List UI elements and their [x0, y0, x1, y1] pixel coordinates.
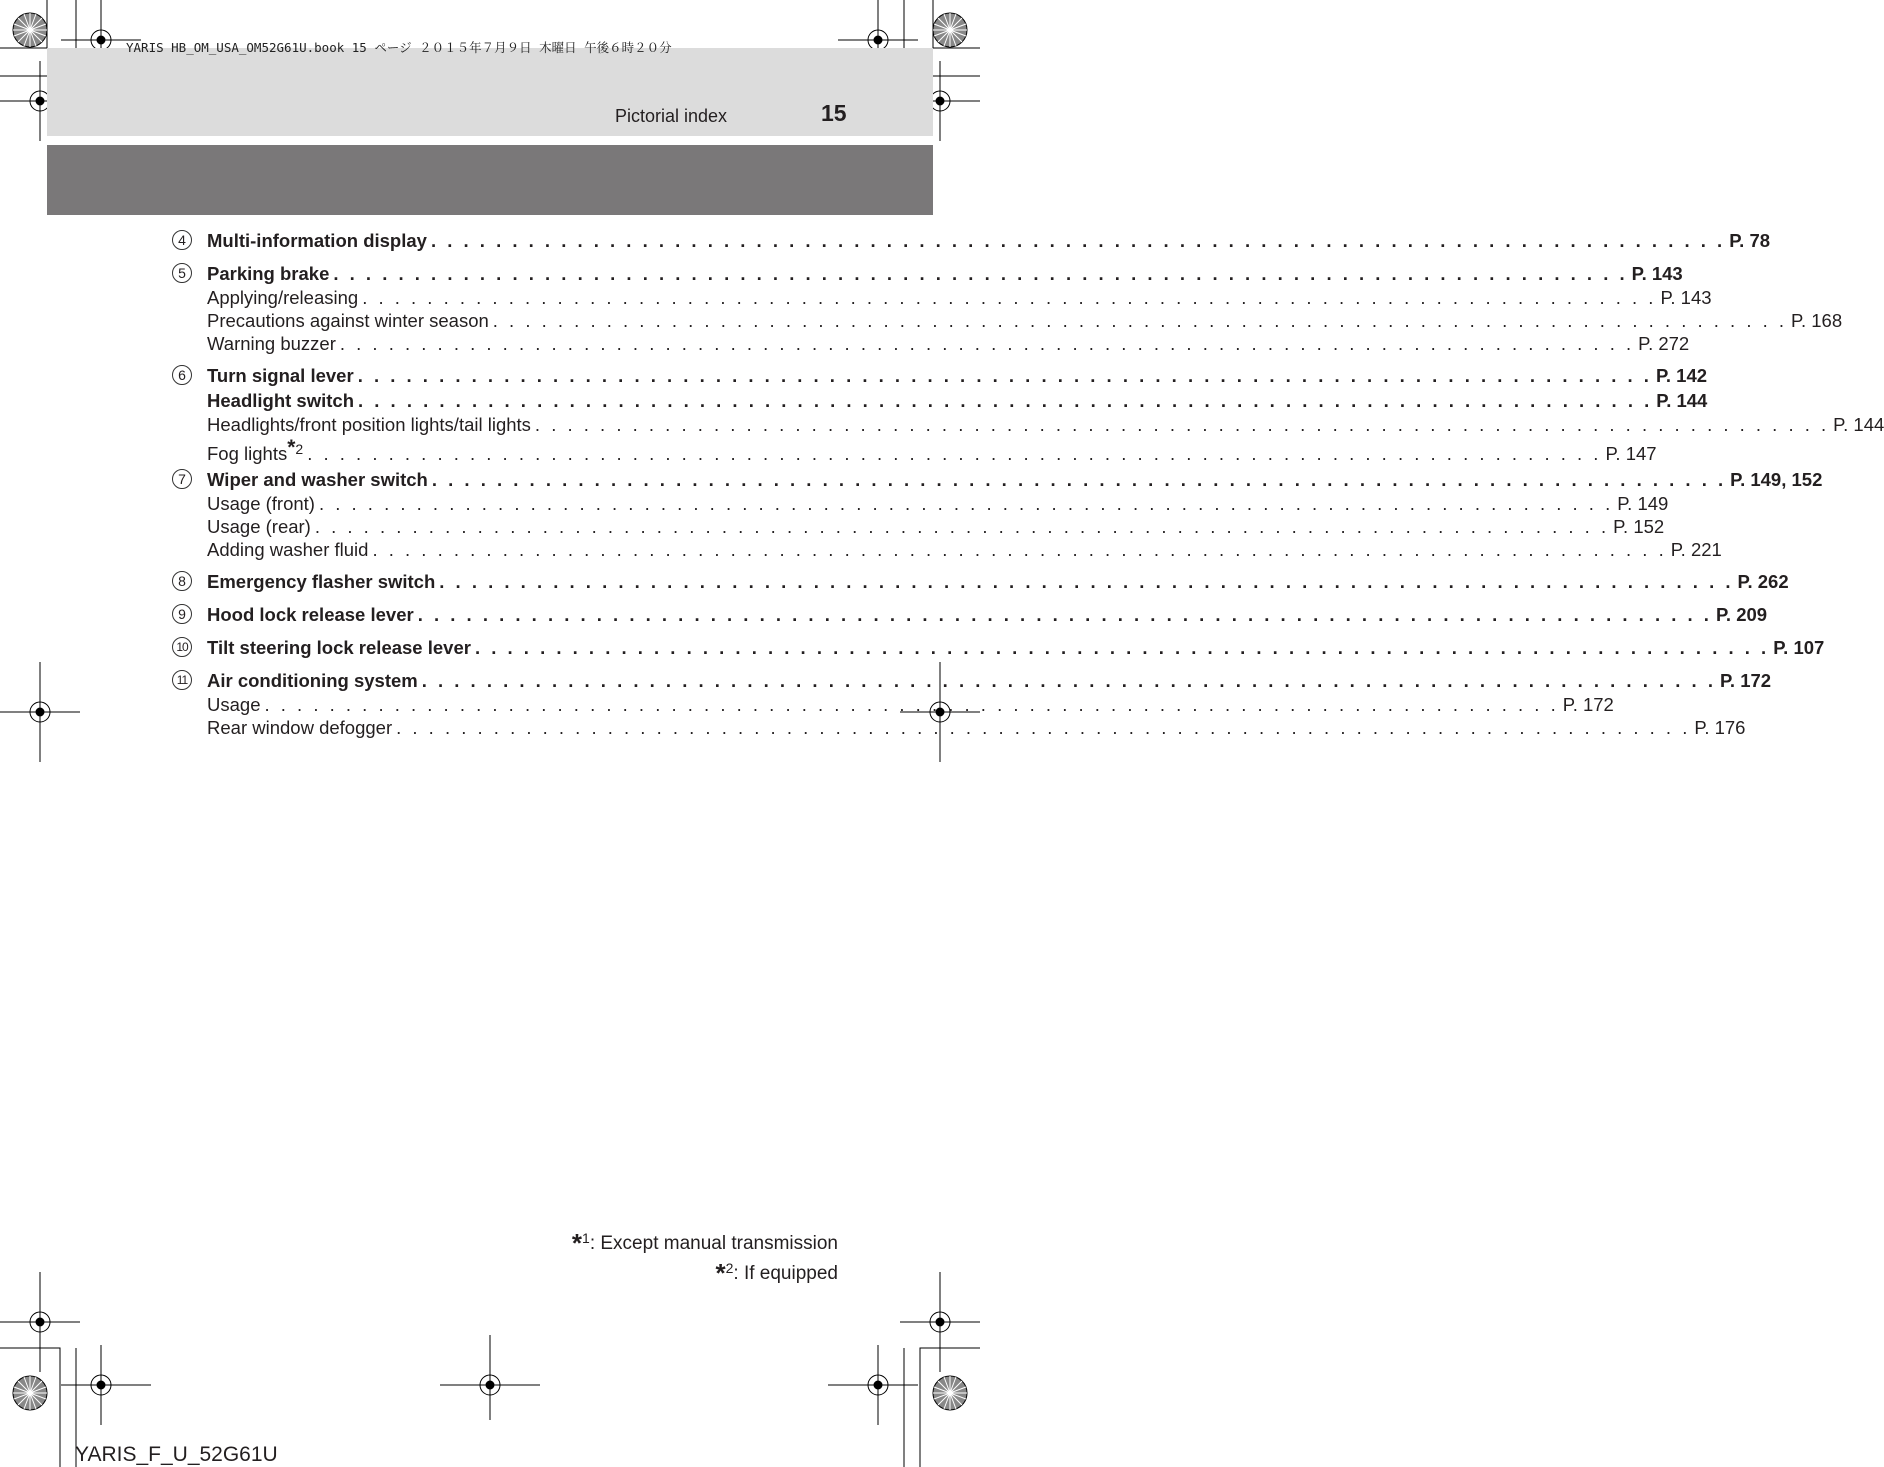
leader-dots: . . . . . . . . . . . . . . . . . . . . . . . . . . . . . . . . . . . . . . . . . . . . . . . . . . . . . . . . . . . . . . . . . . . . . . . . . . . . . . . . — [358, 390, 1653, 411]
entry-label: Tilt steering lock release lever — [207, 637, 471, 658]
page-reference: P. 272 — [1638, 333, 1690, 354]
entry-label: Adding washer fluid — [207, 539, 369, 560]
index-subentry — [207, 436, 1657, 464]
leader-dots: . . . . . . . . . . . . . . . . . . . . . . . . . . . . . . . . . . . . . . . . . . . . . . . . . . . . . . . . . . . . . . . . . . . . . . . . . . . . . . . . — [430, 230, 1726, 251]
page-reference: P. 78 — [1729, 230, 1771, 251]
entry-label: Usage (front) — [207, 493, 315, 514]
index-group — [172, 363, 1884, 464]
index-group — [172, 635, 1825, 660]
leader-dots: . . . . . . . . . . . . . . . . . . . . . . . . . . . . . . . . . . . . . . . . . . . . . . . . . . . . . . . . . . . . . . . . . . . . . . . . . . . . . . . . — [439, 571, 1734, 592]
index-group — [172, 602, 1768, 627]
page-reference: P. 107 — [1773, 637, 1825, 658]
entry-label: Emergency flasher switch — [207, 571, 436, 592]
leader-dots: . . . . . . . . . . . . . . . . . . . . . . . . . . . . . . . . . . . . . . . . . . . . . . . . . . . . . . . . . . . . . . . . . . . . . . . . . . . . . . . . — [417, 604, 1712, 625]
page-reference: P. 149, 152 — [1730, 469, 1823, 490]
registration-target-icon — [900, 1272, 980, 1372]
index-subentry — [207, 538, 1722, 561]
footnote: *$^1$: Except manual transmission — [571, 1228, 838, 1258]
leader-dots: . . . . . . . . . . . . . . . . . . . . . . . . . . . . . . . . . . . . . . . . . . . . . . . . . . . . . . . . . . . . . . . . . . . . . . . . . . . . . . . . — [372, 539, 1667, 560]
section-title: Pictorial index — [615, 106, 728, 126]
index-subentry — [207, 309, 1843, 332]
leader-dots: . . . . . . . . . . . . . . . . . . . . . . . . . . . . . . . . . . . . . . . . . . . . . . . . . . . . . . . . . . . . . . . . . . . . . . . . . . . . . . . . — [474, 637, 1770, 658]
page-reference: P. 144 — [1656, 390, 1708, 411]
index-group — [172, 569, 1789, 594]
entry-label: Headlight switch — [207, 390, 354, 411]
index-entry — [207, 261, 1683, 286]
index-entry — [207, 363, 1708, 388]
page-reference: P. 176 — [1694, 717, 1746, 738]
index-subentry — [207, 515, 1665, 538]
leader-dots: . . . . . . . . . . . . . . . . . . . . . . . . . . . . . . . . . . . . . . . . . . . . . . . . . . . . . . . . . . . . . . . . . . . . . . . . . . . . . . . . — [492, 310, 1788, 331]
page-reference: P. 147 — [1605, 443, 1657, 464]
entry-label: Hood lock release lever — [207, 604, 414, 625]
footnote: *$^2$: If equipped — [715, 1258, 838, 1288]
item-number-badge: 10 — [172, 637, 192, 657]
index-entry — [207, 388, 1708, 413]
registration-target-icon — [61, 1345, 151, 1425]
leader-dots: . . . . . . . . . . . . . . . . . . . . . . . . . . . . . . . . . . . . . . . . . . . . . . . . . . . . . . . . . . . . . . . . . . . . . . . . . . . . . . . . — [307, 443, 1602, 464]
starburst-target-icon — [13, 1376, 47, 1410]
index-subentry — [207, 492, 1669, 515]
registration-target-icon — [0, 1272, 80, 1372]
starburst-target-icon — [933, 13, 967, 47]
item-number-badge: 5 — [172, 263, 192, 283]
index-subentry — [207, 286, 1712, 309]
item-number-badge: 4 — [172, 230, 192, 250]
leader-dots: . . . . . . . . . . . . . . . . . . . . . . . . . . . . . . . . . . . . . . . . . . . . . . . . . . . . . . . . . . . . . . . . . . . . . . . . . . . . . . . . — [264, 694, 1559, 715]
item-number-badge: 11 — [172, 670, 192, 690]
index-entry — [207, 668, 1772, 693]
entry-label: Turn signal lever — [207, 365, 354, 386]
page-number: 15 — [821, 100, 847, 126]
leader-dots: . . . . . . . . . . . . . . . . . . . . . . . . . . . . . . . . . . . . . . . . . . . . . . . . . . . . . . . . . . . . . . . . . . . . . . . . . . . . . . . . — [318, 493, 1614, 514]
header-band — [47, 145, 933, 215]
entry-label: Rear window defogger — [207, 717, 393, 738]
page-reference: P. 168 — [1791, 310, 1843, 331]
print-info-line: YARIS HB_OM_USA_OM52G61U.book 15 ページ ２０１５年７月９日 木曜日 午後６時２０分 — [126, 40, 672, 55]
index-group — [172, 228, 1771, 253]
pictorial-index-list — [172, 228, 1884, 739]
item-number-badge: 6 — [172, 365, 192, 385]
index-subentry — [207, 716, 1746, 739]
registration-target-icon — [0, 662, 80, 762]
index-entry — [207, 569, 1789, 594]
leader-dots: . . . . . . . . . . . . . . . . . . . . . . . . . . . . . . . . . . . . . . . . . . . . . . . . . . . . . . . . . . . . . . . . . . . . . . . . . . . . . . . . — [314, 516, 1610, 537]
index-entry — [207, 635, 1825, 660]
footnote-marker: *2 — [287, 436, 304, 459]
footnotes — [572, 1226, 838, 1286]
entry-label: Applying/releasing — [207, 287, 359, 308]
page-reference: P. 143 — [1631, 263, 1683, 284]
item-number-badge: 9 — [172, 604, 192, 624]
entry-label: Warning buzzer — [207, 333, 336, 354]
entry-label: Wiper and washer switch — [207, 469, 428, 490]
page-reference: P. 221 — [1670, 539, 1722, 560]
entry-label: Multi-information display — [207, 230, 427, 251]
index-subentry — [207, 413, 1884, 436]
page-reference: P. 149 — [1617, 493, 1669, 514]
leader-dots: . . . . . . . . . . . . . . . . . . . . . . . . . . . . . . . . . . . . . . . . . . . . . . . . . . . . . . . . . . . . . . . . . . . . . . . . . . . . . . . . — [421, 670, 1716, 691]
page-reference: P. 262 — [1737, 571, 1789, 592]
leader-dots: . . . . . . . . . . . . . . . . . . . . . . . . . . . . . . . . . . . . . . . . . . . . . . . . . . . . . . . . . . . . . . . . . . . . . . . . . . . . . . . . — [534, 414, 1830, 435]
page-reference: P. 172 — [1719, 670, 1772, 691]
entry-label: Headlights/front position lights/tail lights — [207, 414, 531, 435]
index-group — [172, 261, 1843, 355]
page-reference: P. 142 — [1655, 365, 1708, 386]
entry-label: Parking brake — [207, 263, 330, 284]
page-reference: P. 143 — [1660, 287, 1712, 308]
entry-label: Precautions against winter season — [207, 310, 489, 331]
leader-dots: . . . . . . . . . . . . . . . . . . . . . . . . . . . . . . . . . . . . . . . . . . . . . . . . . . . . . . . . . . . . . . . . . . . . . . . . . . . . . . . . — [333, 263, 1628, 284]
item-number-badge: 8 — [172, 571, 192, 591]
index-entry — [207, 602, 1768, 627]
index-subentry — [207, 693, 1614, 716]
index-subentry — [207, 332, 1690, 355]
leader-dots: . . . . . . . . . . . . . . . . . . . . . . . . . . . . . . . . . . . . . . . . . . . . . . . . . . . . . . . . . . . . . . . . . . . . . . . . . . . . . . . . — [396, 717, 1691, 738]
item-number-badge: 7 — [172, 469, 192, 489]
entry-label: Air conditioning system — [207, 670, 418, 691]
leader-dots: . . . . . . . . . . . . . . . . . . . . . . . . . . . . . . . . . . . . . . . . . . . . . . . . . . . . . . . . . . . . . . . . . . . . . . . . . . . . . . . . — [431, 469, 1727, 490]
leader-dots: . . . . . . . . . . . . . . . . . . . . . . . . . . . . . . . . . . . . . . . . . . . . . . . . . . . . . . . . . . . . . . . . . . . . . . . . . . . . . . . . — [362, 287, 1657, 308]
entry-label: Usage — [207, 694, 261, 715]
registration-target-icon — [440, 1335, 540, 1420]
leader-dots: . . . . . . . . . . . . . . . . . . . . . . . . . . . . . . . . . . . . . . . . . . . . . . . . . . . . . . . . . . . . . . . . . . . . . . . . . . . . . . . . — [339, 333, 1635, 354]
index-group — [172, 467, 1823, 561]
starburst-target-icon — [933, 1376, 967, 1410]
index-group — [172, 668, 1772, 739]
starburst-target-icon — [13, 13, 47, 47]
page-reference: P. 144 — [1833, 414, 1884, 435]
document-code: YARIS_F_U_52G61U — [75, 1443, 278, 1466]
page-reference: P. 172 — [1562, 694, 1614, 715]
header-bar — [47, 48, 933, 136]
index-entry — [207, 467, 1823, 492]
entry-label: Fog lights$^{*2}$ — [207, 436, 304, 464]
index-entry — [207, 228, 1771, 253]
page-reference: P. 209 — [1715, 604, 1768, 625]
page-reference: P. 152 — [1613, 516, 1665, 537]
entry-label: Usage (rear) — [207, 516, 311, 537]
leader-dots: . . . . . . . . . . . . . . . . . . . . . . . . . . . . . . . . . . . . . . . . . . . . . . . . . . . . . . . . . . . . . . . . . . . . . . . . . . . . . . . . — [357, 365, 1652, 386]
